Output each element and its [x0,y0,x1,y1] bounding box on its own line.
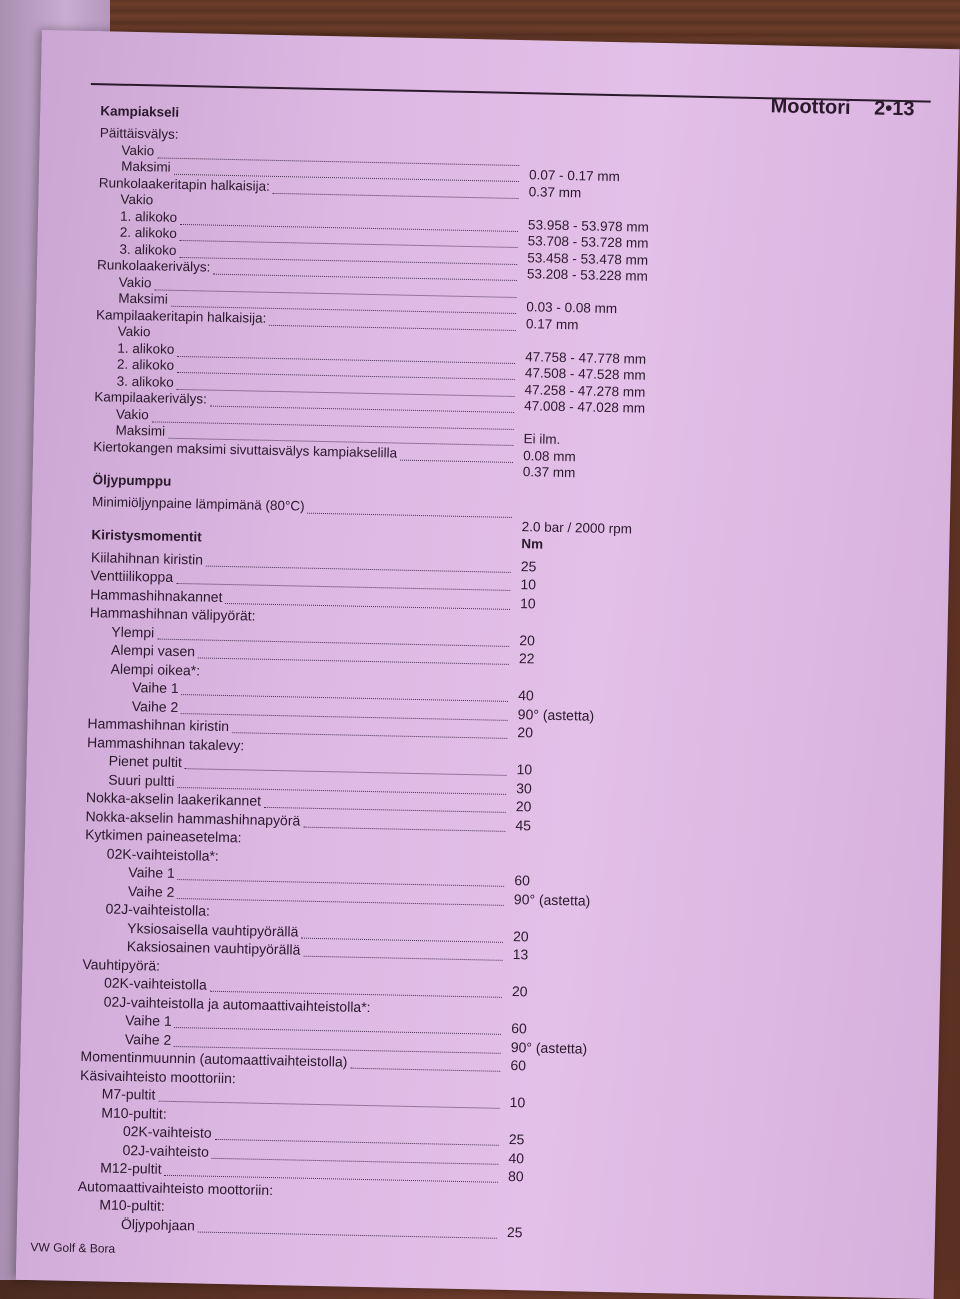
spec-label: Runkolaakeritapin halkaisija: [98,174,271,194]
spec-value: 13 [512,946,529,963]
spec-label: Alempi vasen [110,641,196,660]
spec-label: M7-pultit [101,1085,156,1103]
spec-label: M10-pultit: [99,1196,165,1214]
leader-dots [301,923,503,942]
spec-value: 2.0 bar / 2000 rpm [521,519,633,537]
spec-label: Päittäisvälys: [99,125,179,142]
spec-label: Maksimi [121,158,171,175]
spec-label: Vakio [117,323,151,340]
spec-label: 2. alikoko [119,224,177,241]
spec-value: 0.17 mm [525,315,579,332]
spec-value: 53.958 - 53.978 mm [527,216,649,235]
spec-label: 02J-vaihteistolla ja automaattivaihteistolla*: [103,993,371,1015]
spec-label: Maksimi [115,422,166,439]
spec-label: Kaksiosainen vauhtipyörällä [126,937,301,958]
spec-value: 25 [508,1131,525,1148]
spec-label: 02J-vaihteistolla: [105,900,211,919]
spec-value: Nm [521,535,544,552]
spec-label: Vaihe 2 [124,1030,172,1048]
spec-value: 47.508 - 47.528 mm [524,365,646,383]
spec-label: M10-pultit: [101,1103,167,1122]
spec-label: Alempi oikea*: [110,660,201,678]
spec-value: 0.08 mm [523,447,576,464]
spec-label: 02K-vaihteistolla*: [106,845,219,864]
spec-value: 53.708 - 53.728 mm [527,233,649,251]
spec-value: 10 [520,576,537,593]
spec-value: 20 [515,798,532,815]
leader-dots [304,942,503,961]
spec-label: 02J-vaihteisto [122,1141,210,1160]
spec-label: Vaihe 1 [125,1011,172,1029]
spec-value: 0.03 - 0.08 mm [526,299,618,317]
spec-label: Hammashihnan takalevy: [86,733,245,753]
spec-label: Suuri pultti [108,771,175,789]
leader-dots [303,812,505,831]
spec-value: 20 [519,631,536,648]
spec-label: Ylempi [111,623,155,640]
spec-value: 47.008 - 47.028 mm [524,398,646,416]
spec-label: 3. alikoko [116,373,174,390]
spec-label: 02K-vaihteistolla [103,974,207,993]
spec-value: 20 [511,983,528,1000]
spec-label: Kampilaakerivälys: [94,389,208,407]
spec-value: 20 [512,927,529,944]
spec-label: Nokka-akselin hammashihnapyörä [85,807,301,829]
spec-label: Vaihe 2 [127,882,175,900]
spec-label: Kiertokangen maksimi sivuttaisvälys kampiakselilla [93,438,398,461]
spec-value: 53.458 - 53.478 mm [527,249,649,268]
spec-value: 47.758 - 47.778 mm [525,348,647,367]
spec-value: 90° (astetta) [510,1038,588,1057]
spec-label: Vaihe 2 [131,697,179,715]
spec-value: 22 [518,650,535,667]
spec-label: Käsivaihteisto moottoriin: [79,1066,236,1086]
spec-label: 1. alikoko [119,208,178,225]
spec-label: Yksiosaisella vauhtipyörällä [127,919,299,940]
spec-value: 10 [519,594,536,611]
spec-label: Öljypohjaan [120,1215,196,1233]
spec-value: 20 [517,724,534,741]
spec-value: 25 [506,1223,523,1240]
spec-label: Nokka-akselin laakerikannet [85,789,262,809]
chapter-title: Moottori [770,95,851,119]
spec-label: Pienet pultit [108,752,183,771]
spec-label: Vakio [121,142,155,158]
spec-label: Hammashihnakannet [90,585,223,605]
leader-dots [350,1054,500,1072]
spec-label: Vakio [115,406,149,422]
spec-value: 30 [516,779,532,796]
spec-label: Vakio [118,274,152,290]
spec-label: Momentinmuunnin (automaattivaihteistolla) [80,1048,348,1070]
manual-page [16,30,960,1299]
spec-value: 0.07 - 0.17 mm [528,167,621,185]
heading-text: Kampiakseli [100,103,180,120]
spec-label: 3. alikoko [119,241,177,258]
leader-dots [400,445,513,462]
spec-label: Maksimi [118,290,169,307]
spec-value: 90° (astetta) [517,705,595,724]
spec-label: 1. alikoko [117,340,175,357]
spec-list [77,103,661,1244]
spec-value: 10 [509,1094,526,1111]
spec-value: 10 [516,761,533,778]
spec-value: 0.37 mm [522,464,576,481]
spec-label: 02K-vaihteisto [122,1122,212,1141]
spec-label: Vaihe 1 [128,863,175,881]
spec-label: 2. alikoko [116,356,175,373]
spec-label: Vauhtipyörä: [82,955,161,974]
spec-value: 60 [510,1057,527,1074]
spec-value: 47.258 - 47.278 mm [524,381,646,400]
spec-label: Venttiilikoppa [90,567,174,585]
spec-value: 0.37 mm [528,183,582,200]
spec-value: 25 [520,557,537,574]
spec-value: 60 [511,1020,527,1037]
spec-label: M12-pultit [100,1159,162,1177]
heading-text: Kiristysmomentit [91,526,202,544]
spec-label: Hammashihnan kiristin [87,715,230,735]
spec-value: 40 [508,1149,525,1166]
spec-value: 40 [518,687,534,704]
spec-label: Automaattivaihteisto moottoriin: [77,1177,274,1198]
spec-value: 80 [507,1168,524,1185]
spec-label: Vakio [120,191,154,208]
spec-label: Kampilaakeritapin halkaisija: [95,306,267,326]
spec-value: 60 [514,872,531,889]
heading-text: Öljypumppu [92,471,172,489]
page-number: 2•13 [873,97,915,121]
spec-label: Runkolaakerivälys: [96,257,211,275]
spec-value: 45 [515,816,532,833]
footer-text: VW Golf & Bora [30,1240,116,1256]
spec-value: 53.208 - 53.228 mm [526,266,648,284]
spec-label: Kiilahihnan kiristin [90,548,204,567]
spec-value: Ei ilm. [523,431,561,447]
spec-label: Minimiöljynpaine lämpimänä (80°C) [91,493,305,514]
spec-label: Vaihe 1 [132,679,179,697]
spec-label: Hammashihnan välipyörät: [89,604,256,624]
spec-value: 90° (astetta) [513,890,591,909]
spec-label: Kytkimen paineasetelma: [85,826,242,846]
